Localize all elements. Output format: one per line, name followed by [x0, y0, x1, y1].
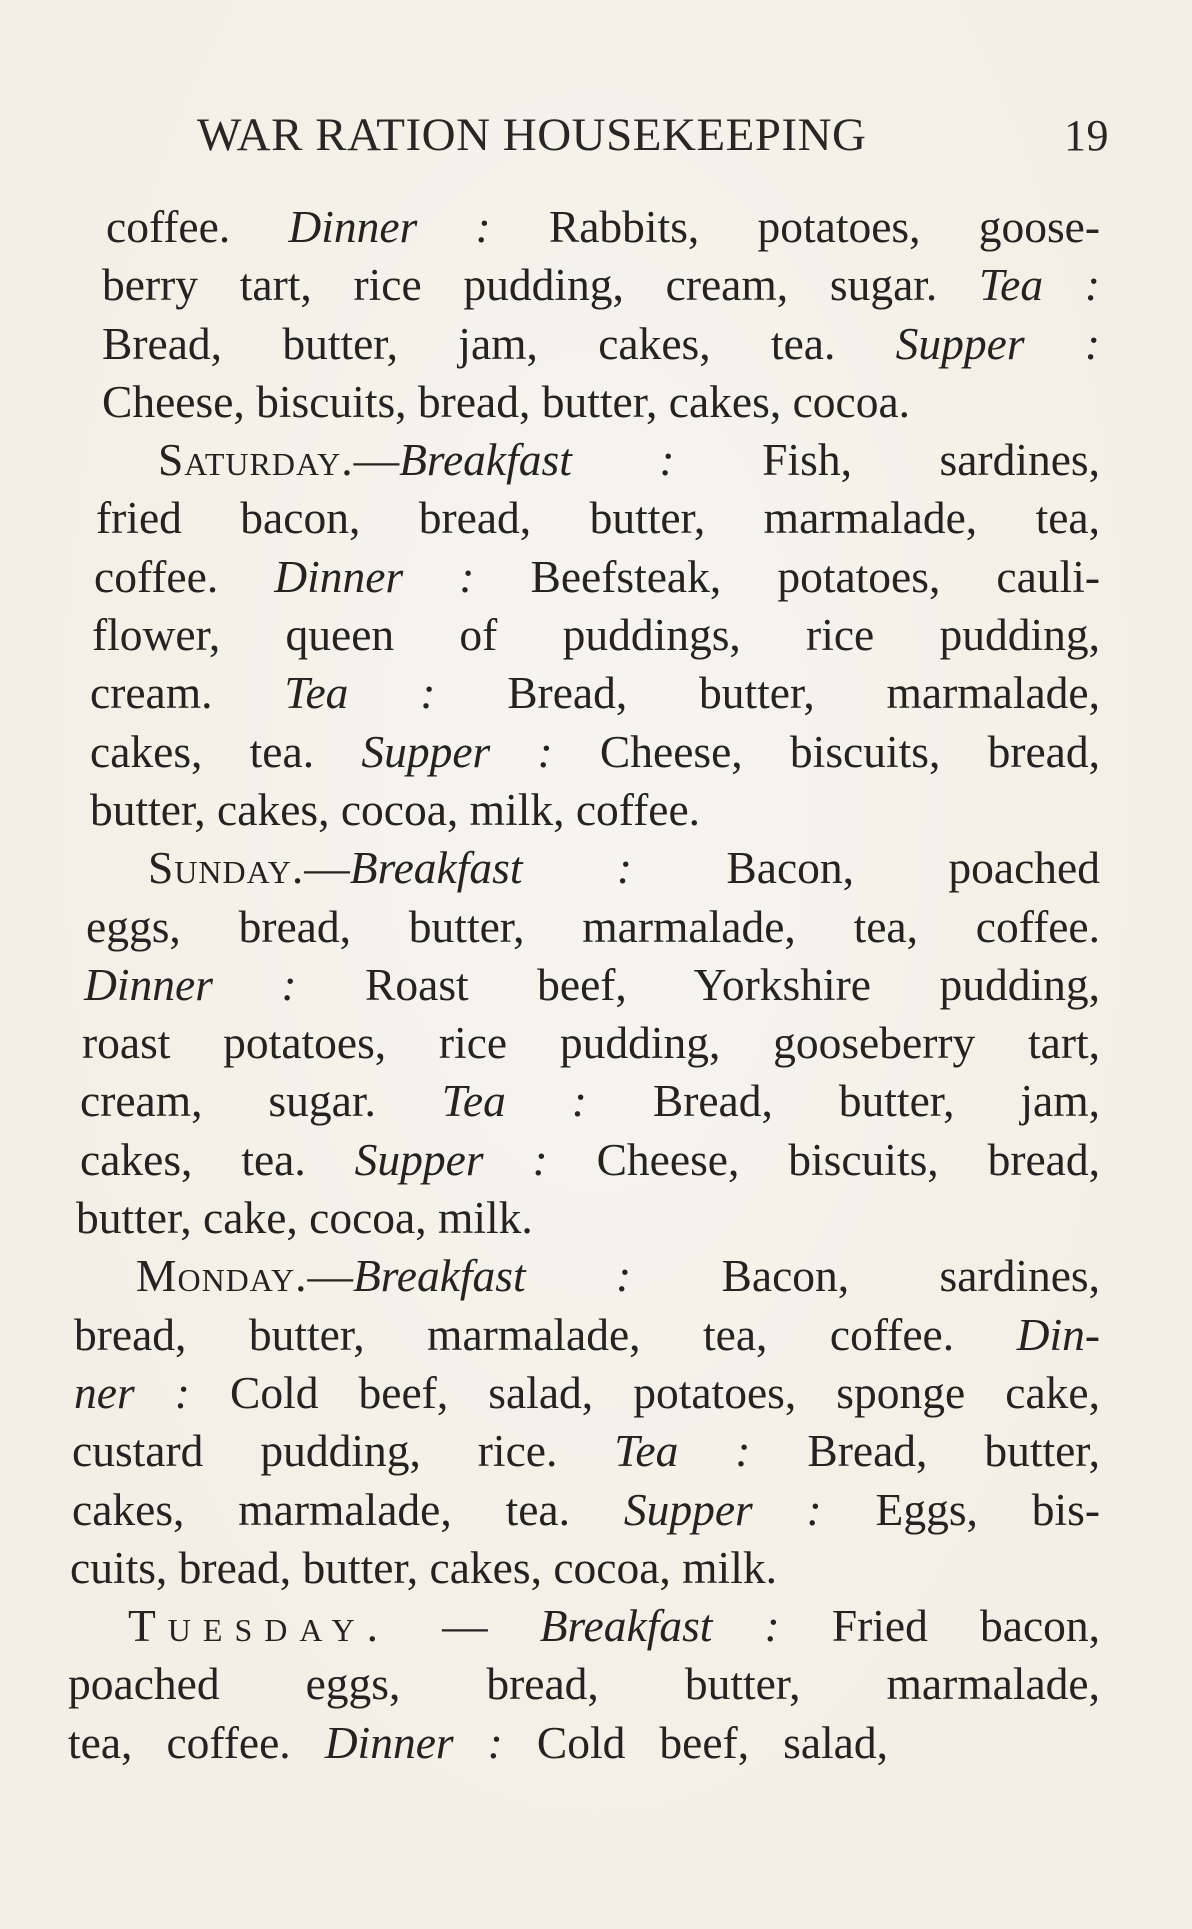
- text-run: Cheese, biscuits, bread, butter, cakes, cocoa.: [102, 375, 911, 427]
- text-line: [68, 1597, 1100, 1655]
- text-run: —: [307, 1250, 353, 1302]
- text-run: tea, coffee.: [68, 1716, 325, 1768]
- meal-label: Supper :: [354, 1133, 548, 1185]
- text-line: [68, 1655, 1100, 1713]
- meal-label: Tea :: [284, 667, 436, 719]
- text-run: coffee.: [106, 201, 289, 252]
- text-line: [84, 956, 1100, 1014]
- text-line: [102, 256, 1100, 314]
- text-line: [68, 1714, 888, 1772]
- text-run: eggs, bread, butter, marmalade, tea, coffee.: [86, 900, 1100, 952]
- text-run: Cheese, biscuits, bread,: [547, 1133, 1101, 1185]
- meal-label: Breakfast :: [349, 842, 633, 894]
- text-line: [90, 781, 1100, 839]
- text-run: —: [390, 1600, 540, 1652]
- text-run: Fish, sardines,: [674, 434, 1101, 486]
- text-run: Bread, butter, jam,: [586, 1075, 1100, 1127]
- text-line: [82, 1014, 1100, 1072]
- text-run: Cheese, biscuits, bread,: [552, 725, 1101, 777]
- meal-label: Supper :: [895, 317, 1100, 369]
- text-run: Beefsteak, potatoes, cauli-: [474, 550, 1100, 602]
- text-run: roast potatoes, rice pudding, gooseberry tart,: [82, 1017, 1100, 1069]
- text-line: [80, 1072, 1100, 1130]
- text-line: [96, 489, 1100, 547]
- text-run: Bacon, sardines,: [631, 1250, 1100, 1302]
- text-line: [76, 1189, 1100, 1247]
- text-run: cakes, tea.: [80, 1133, 355, 1185]
- text-run: Bacon, poached: [632, 842, 1101, 894]
- text-run: cuits, bread, butter, cakes, cocoa, milk.: [70, 1541, 777, 1593]
- text-run: Fried bacon,: [779, 1600, 1101, 1652]
- meal-label: Tea :: [441, 1075, 587, 1127]
- meal-label: Supper :: [623, 1483, 822, 1535]
- text-line: [102, 315, 1100, 373]
- meal-label: Dinner :: [288, 201, 491, 252]
- text-run: cakes, marmalade, tea.: [72, 1483, 624, 1535]
- text-run: Eggs, bis-: [821, 1483, 1100, 1535]
- text-run: flower, queen of puddings, rice pudding,: [92, 609, 1100, 661]
- meal-label: Tea :: [979, 259, 1100, 311]
- text-run: —: [304, 842, 350, 894]
- meal-label: Breakfast :: [539, 1600, 780, 1652]
- text-line: [74, 1364, 1100, 1422]
- text-line: [76, 1247, 1100, 1305]
- meal-label: ner :: [74, 1366, 190, 1418]
- text-line: [102, 373, 1100, 431]
- text-run: berry tart, rice pudding, cream, sugar.: [102, 259, 980, 311]
- text-run: fried bacon, bread, butter, marmalade, tea,: [96, 492, 1100, 544]
- text-run: butter, cake, cocoa, milk.: [76, 1192, 533, 1244]
- day-heading: Saturday.: [158, 434, 354, 486]
- text-line: [92, 606, 1100, 664]
- text-run: poached eggs, bread, butter, marmalade,: [68, 1658, 1100, 1710]
- day-heading: Monday.: [136, 1250, 308, 1302]
- meal-label: Breakfast :: [399, 434, 675, 486]
- page-number: 19: [1064, 111, 1109, 160]
- text-run: Cold beef, salad,: [502, 1716, 888, 1768]
- meal-label: Breakfast :: [352, 1250, 632, 1302]
- day-heading: Tuesday.: [128, 1600, 391, 1652]
- text-line: [74, 1306, 1100, 1364]
- text-run: butter, cakes, cocoa, milk, coffee.: [90, 783, 701, 835]
- text-line: [94, 548, 1100, 606]
- text-run: cakes, tea.: [90, 725, 362, 777]
- text-run: cream, sugar.: [80, 1075, 442, 1127]
- text-line: [88, 839, 1100, 897]
- meal-label: Dinner :: [274, 550, 475, 602]
- text-line: [80, 1131, 1100, 1189]
- text-line: [106, 198, 1100, 256]
- text-run: custard pudding, rice.: [72, 1425, 615, 1477]
- text-line: [98, 431, 1100, 489]
- text-run: Cold beef, salad, potatoes, sponge cake,: [189, 1366, 1100, 1418]
- day-heading: Sunday.: [148, 842, 305, 894]
- meal-label: Din-: [1016, 1308, 1100, 1360]
- text-run: Bread, butter,: [750, 1425, 1101, 1477]
- meal-label: Tea :: [614, 1425, 751, 1477]
- running-title: WAR RATION HOUSEKEEPING: [197, 109, 867, 161]
- text-line: [86, 898, 1100, 956]
- text-run: Roast beef, Yorkshire pudding,: [296, 958, 1100, 1010]
- text-run: Rabbits, potatoes, goose-: [490, 201, 1100, 252]
- text-line: [72, 1422, 1100, 1480]
- text-run: coffee.: [94, 550, 275, 602]
- text-run: —: [353, 434, 400, 486]
- meal-label: Supper :: [361, 725, 553, 777]
- running-header: [197, 108, 1109, 162]
- text-line: [70, 1539, 1100, 1597]
- text-run: bread, butter, marmalade, tea, coffee.: [74, 1308, 1017, 1360]
- text-run: Bread, butter, jam, cakes, tea.: [102, 317, 896, 369]
- meal-label: Dinner :: [84, 958, 297, 1010]
- body-text: [68, 198, 1101, 1772]
- text-run: cream.: [90, 667, 285, 719]
- text-line: [72, 1481, 1100, 1539]
- text-line: [90, 664, 1100, 722]
- text-line: [90, 723, 1100, 781]
- meal-label: Dinner :: [324, 1716, 503, 1768]
- text-run: Bread, butter, marmalade,: [435, 667, 1100, 719]
